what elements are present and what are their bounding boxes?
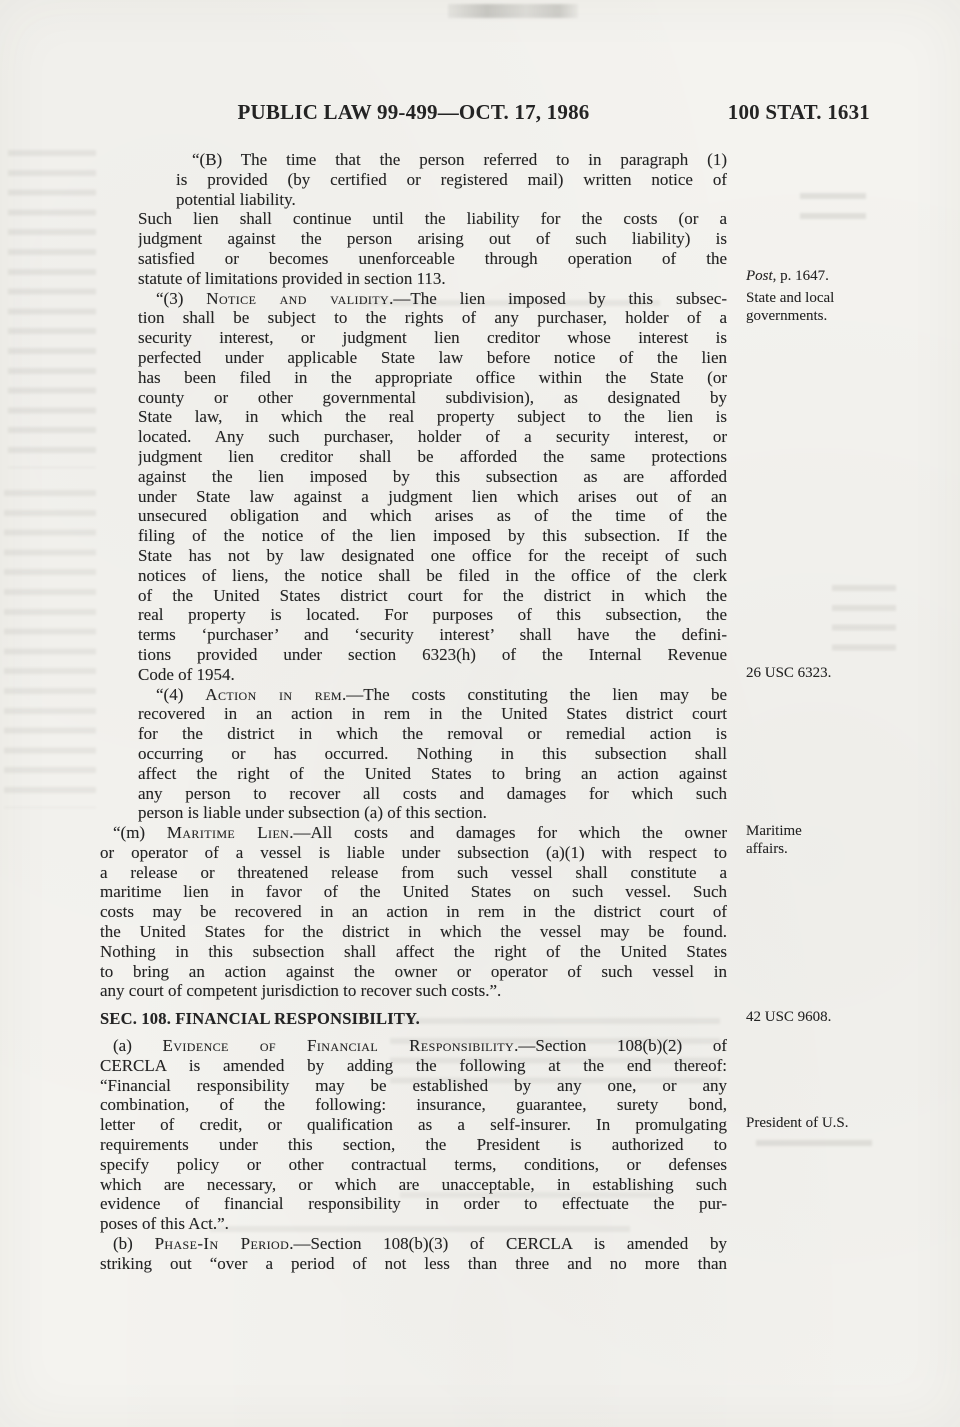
margin-note-post-reference	[746, 267, 886, 285]
margin-note-text: , p. 1647.	[772, 268, 829, 284]
text-line: letter of credit, or qualification as a self-insurer. In promulgating	[100, 1115, 727, 1135]
text-line: striking out “over a period of not less than three and no more than	[100, 1253, 727, 1273]
text-line: any court of competent jurisdiction to recover such costs.”.	[100, 981, 502, 1001]
text-line: poses of this Act.”.	[100, 1214, 229, 1234]
paragraph-para-a-evidence	[100, 1036, 727, 1234]
paragraph-subpara-B	[176, 150, 727, 209]
scan-smudge	[448, 4, 578, 18]
text-line: “(3) Notice and validity.—The lien imposed by this subsec-	[156, 288, 727, 308]
text-line: State law, in which the real property subject to the lien is	[138, 407, 727, 427]
text-line: a release or threatened release from such vessel shall constitute a	[100, 862, 727, 882]
text-line: to bring an action against the owner or operator of such vessel in	[100, 961, 727, 981]
text-line: (a) Evidence of Financial Responsibility.—Section 108(b)(2) of	[113, 1036, 727, 1056]
margin-note-text: State and local	[746, 290, 835, 306]
margin-note-text: President of U.S.	[746, 1115, 849, 1131]
text-line: unsecured obligation and which arises as of the time of the	[138, 506, 727, 526]
text-line: specify policy or other contractual terms, conditions, or defenses	[100, 1154, 727, 1174]
text-line: perfected under applicable State law before notice of the lien	[138, 347, 727, 367]
text-line: requirements under this section, the President is authorized to	[100, 1135, 727, 1155]
paragraph-lien-continue	[138, 209, 727, 288]
text-line: combination, of the following: insurance, guarantee, surety bond,	[100, 1095, 727, 1115]
text-line: against the lien imposed by this subsection as are afforded	[138, 466, 727, 486]
text-line: Nothing in this subsection shall affect the right of the United States	[100, 941, 727, 961]
text-line: for the district in which the removal or remedial action is	[138, 724, 727, 744]
text-line: security interest, or judgment lien creditor whose interest is	[138, 328, 727, 348]
text-line: statute of limitations provided in section 113.	[138, 268, 446, 288]
paragraph-para-m-maritime-lien	[100, 823, 727, 1001]
text-line: CERCLA is amended by adding the following at the end thereof:	[100, 1055, 727, 1075]
text-line: costs may be recovered in an action in rem in the district court of	[100, 902, 727, 922]
margin-note-42-usc-9608	[746, 1008, 886, 1026]
text-line: of the United States district court for the district in which the	[138, 585, 727, 605]
text-line: under State law against a judgment lien which arises out of an	[138, 486, 727, 506]
margin-note-text: 26 USC 6323.	[746, 665, 832, 681]
margin-note-26-usc-6323	[746, 664, 886, 682]
text-line: tions provided under section 6323(h) of the Internal Revenue	[138, 644, 727, 664]
text-line: “(4) Action in rem.—The costs constituting the lien may be	[156, 684, 727, 704]
statute-page-number: 100 STAT. 1631	[727, 100, 870, 124]
margin-note-maritime-affairs	[746, 822, 886, 858]
text-line: “(B) The time that the person referred to in paragraph (1)	[192, 150, 727, 169]
text-line: any person to recover all costs and damages for which such	[138, 783, 727, 803]
law-citation: PUBLIC LAW 99-499—OCT. 17, 1986	[237, 100, 590, 124]
text-line: potential liability.	[176, 189, 296, 209]
paragraph-para-3-notice-and-validity	[138, 289, 727, 685]
text-line: terms ‘purchaser’ and ‘security interest’ shall have the defini-	[138, 625, 727, 645]
text-line: Code of 1954.	[138, 664, 235, 684]
text-line: State has not by law designated one office for the receipt of such	[138, 545, 727, 565]
text-line: the United States for the district in which the vessel may be found.	[100, 922, 727, 942]
text-line: (b) Phase-In Period.—Section 108(b)(3) of CERCLA is amended by	[113, 1234, 727, 1254]
paragraph-para-4-action-in-rem	[138, 685, 727, 824]
margin-note-text: 42 USC 9608.	[746, 1009, 832, 1025]
text-line: maritime lien in favor of the United States on such vessel. Such	[100, 882, 727, 902]
paragraph-para-b-phase-in	[100, 1234, 727, 1274]
bleed-through-artifact	[832, 585, 896, 659]
text-line: “Financial responsibility may be established by any one, or any	[100, 1075, 727, 1095]
text-line: real property is located. For purposes of this subsection, the	[138, 605, 727, 625]
text-line: recovered in an action in rem in the United States district court	[138, 704, 727, 724]
margin-note-italic: Post	[746, 268, 773, 284]
text-line: tion shall be subject to the rights of any purchaser, holder of a	[138, 308, 727, 328]
text-line: or operator of a vessel is liable under subsection (a)(1) with respect to	[100, 842, 727, 862]
margin-note-text: governments.	[746, 308, 828, 324]
bleed-through-artifact	[4, 490, 96, 808]
text-line: located. Any such purchaser, holder of a security interest, or	[138, 427, 727, 447]
text-line: county or other governmental subdivision), as designated by	[138, 387, 727, 407]
bleed-through-artifact	[8, 150, 96, 468]
margin-note-text: affairs.	[746, 841, 788, 857]
text-line: judgment lien creditor shall be afforded the same protections	[138, 446, 727, 466]
text-line: “(m) Maritime Lien.—All costs and damages for which the owner	[113, 823, 727, 843]
text-line: judgment against the person arising out of such liability) is	[138, 229, 727, 249]
margin-note-text: Maritime	[746, 823, 802, 839]
text-line: SEC. 108. FINANCIAL RESPONSIBILITY.	[100, 1009, 420, 1029]
text-line: affect the right of the United States to bring an action against	[138, 763, 727, 783]
statute-body	[100, 150, 727, 1274]
section-heading	[100, 1009, 727, 1029]
text-line: occurring or has occurred. Nothing in this subsection shall	[138, 743, 727, 763]
margin-note-state-local-governments	[746, 289, 886, 325]
bleed-through-artifact	[800, 193, 866, 227]
text-line: satisfied or becomes unenforceable through operation of the	[138, 248, 727, 268]
text-line: filing of the notice of the lien imposed by this subsection. If the	[138, 526, 727, 546]
text-line: notices of liens, the notice shall be filed in the office of the clerk	[138, 565, 727, 585]
text-line: is provided (by certified or registered mail) written notice of	[176, 169, 727, 189]
margin-note-president-of-us	[746, 1114, 886, 1132]
text-line: person is liable under subsection (a) of this section.	[138, 803, 487, 823]
text-line: Such lien shall continue until the liability for the costs (or a	[138, 209, 727, 229]
text-line: has been filed in the appropriate office within the State (or	[138, 367, 727, 387]
bleed-through-artifact	[756, 1140, 872, 1153]
page-header	[100, 100, 870, 125]
text-line: evidence of financial responsibility in order to effectuate the pur-	[100, 1194, 727, 1214]
text-line: which are necessary, or which are unacceptable, in establishing such	[100, 1174, 727, 1194]
